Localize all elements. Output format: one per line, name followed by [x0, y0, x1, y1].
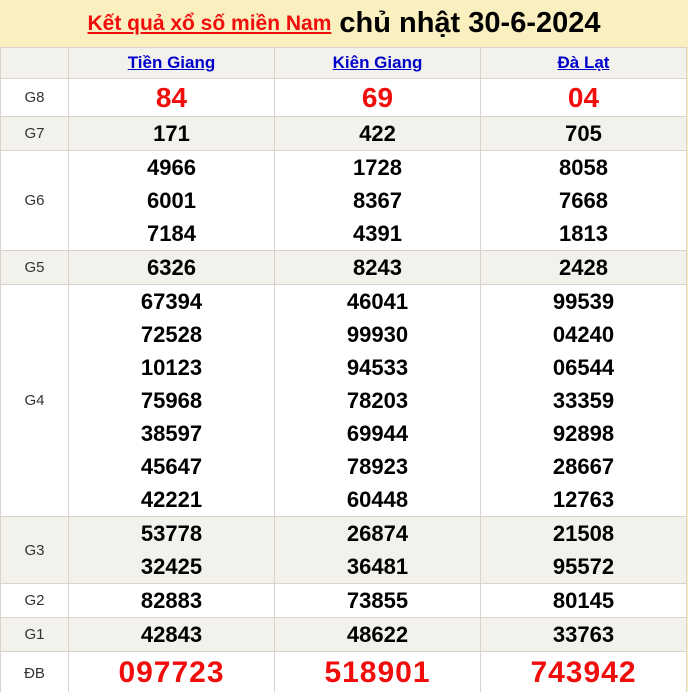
prize-cell	[69, 618, 275, 652]
prize-label: G1	[1, 618, 69, 652]
province-link[interactable]: Đà Lạt	[557, 53, 610, 72]
prize-cell	[481, 618, 687, 652]
prize-cell	[69, 117, 275, 151]
prize-number: 7668	[559, 188, 608, 213]
table-row	[1, 151, 687, 251]
prize-number: 33763	[552, 622, 615, 647]
prize-cell	[275, 79, 481, 117]
results-table-header	[1, 48, 687, 79]
prize-number: 171	[153, 121, 190, 146]
prize-number: 28667	[552, 454, 615, 479]
prize-number: 26874	[346, 521, 409, 546]
prize-number: 518901	[324, 656, 431, 689]
prize-number: 72528	[140, 322, 203, 347]
prize-number: 69944	[346, 421, 409, 446]
province-header-cell	[69, 48, 275, 79]
prize-number: 69	[361, 82, 394, 113]
table-row	[1, 285, 687, 517]
table-row	[1, 618, 687, 652]
prize-number: 42221	[140, 487, 203, 512]
prize-number: 75968	[140, 388, 203, 413]
prize-number: 78203	[346, 388, 409, 413]
prize-number: 82883	[140, 588, 203, 613]
prize-cell	[275, 285, 481, 517]
prize-number: 36481	[346, 554, 409, 579]
prize-number: 6326	[147, 255, 196, 280]
prize-cell	[481, 285, 687, 517]
prize-cell	[481, 117, 687, 151]
prize-cell	[275, 652, 481, 692]
prize-number: 53778	[140, 521, 203, 546]
prize-number: 705	[565, 121, 602, 146]
prize-number: 12763	[552, 487, 615, 512]
prize-number: 1813	[559, 221, 608, 246]
prize-number: 60448	[346, 487, 409, 512]
prize-number: 95572	[552, 554, 615, 579]
table-row	[1, 652, 687, 692]
prize-number: 04240	[552, 322, 615, 347]
prize-number: 99539	[552, 289, 615, 314]
prize-label: G7	[1, 117, 69, 151]
prize-number: 743942	[530, 656, 637, 689]
prize-number: 8367	[353, 188, 402, 213]
prize-number: 94533	[346, 355, 409, 380]
prize-number: 2428	[559, 255, 608, 280]
province-header-cell	[481, 48, 687, 79]
prize-number: 7184	[147, 221, 196, 246]
prize-cell	[69, 79, 275, 117]
province-link[interactable]: Kiên Giang	[332, 53, 423, 72]
prize-number: 6001	[147, 188, 196, 213]
page-title	[0, 0, 688, 47]
prize-number: 1728	[353, 155, 402, 180]
prize-cell	[69, 151, 275, 251]
prize-number: 38597	[140, 421, 203, 446]
prize-cell	[275, 584, 481, 618]
prize-cell	[275, 517, 481, 584]
prize-label: G5	[1, 251, 69, 285]
prize-cell	[69, 652, 275, 692]
header-corner-cell	[1, 48, 69, 79]
table-row	[1, 517, 687, 584]
prize-label: ĐB	[1, 652, 69, 692]
prize-label: G8	[1, 79, 69, 117]
prize-label: G2	[1, 584, 69, 618]
prize-number: 21508	[552, 521, 615, 546]
prize-number: 67394	[140, 289, 203, 314]
prize-number: 4966	[147, 155, 196, 180]
header-row	[1, 48, 687, 79]
prize-number: 80145	[552, 588, 615, 613]
prize-number: 32425	[140, 554, 203, 579]
prize-number: 06544	[552, 355, 615, 380]
prize-cell	[481, 79, 687, 117]
prize-number: 99930	[346, 322, 409, 347]
prize-number: 422	[359, 121, 396, 146]
province-link[interactable]: Tiền Giang	[127, 53, 216, 72]
prize-number: 48622	[346, 622, 409, 647]
prize-label: G4	[1, 285, 69, 517]
table-row	[1, 79, 687, 117]
prize-number: 78923	[346, 454, 409, 479]
region-title-link[interactable]: Kết quả xổ số miền Nam	[87, 11, 332, 35]
prize-number: 04	[567, 82, 600, 113]
prize-cell	[481, 251, 687, 285]
prize-number: 46041	[346, 289, 409, 314]
prize-number: 097723	[118, 656, 225, 689]
prize-cell	[69, 285, 275, 517]
province-header-cell	[275, 48, 481, 79]
prize-cell	[275, 251, 481, 285]
table-row	[1, 117, 687, 151]
prize-cell	[69, 517, 275, 584]
prize-cell	[69, 251, 275, 285]
prize-number: 73855	[346, 588, 409, 613]
prize-number: 4391	[353, 221, 402, 246]
prize-cell	[481, 584, 687, 618]
prize-number: 45647	[140, 454, 203, 479]
prize-number: 84	[155, 82, 188, 113]
table-row	[1, 251, 687, 285]
prize-number: 33359	[552, 388, 615, 413]
prize-cell	[481, 151, 687, 251]
prize-cell	[481, 517, 687, 584]
prize-cell	[275, 618, 481, 652]
prize-number: 92898	[552, 421, 615, 446]
results-table	[0, 47, 687, 692]
prize-label: G6	[1, 151, 69, 251]
prize-cell	[69, 584, 275, 618]
results-table-body	[1, 79, 687, 692]
prize-cell	[275, 151, 481, 251]
prize-number: 42843	[140, 622, 203, 647]
prize-number: 10123	[140, 355, 203, 380]
draw-date-title: chủ nhật 30-6-2024	[339, 7, 601, 39]
prize-cell	[481, 652, 687, 692]
prize-label: G3	[1, 517, 69, 584]
table-row	[1, 584, 687, 618]
prize-number: 8058	[559, 155, 608, 180]
prize-number: 8243	[353, 255, 402, 280]
prize-cell	[275, 117, 481, 151]
